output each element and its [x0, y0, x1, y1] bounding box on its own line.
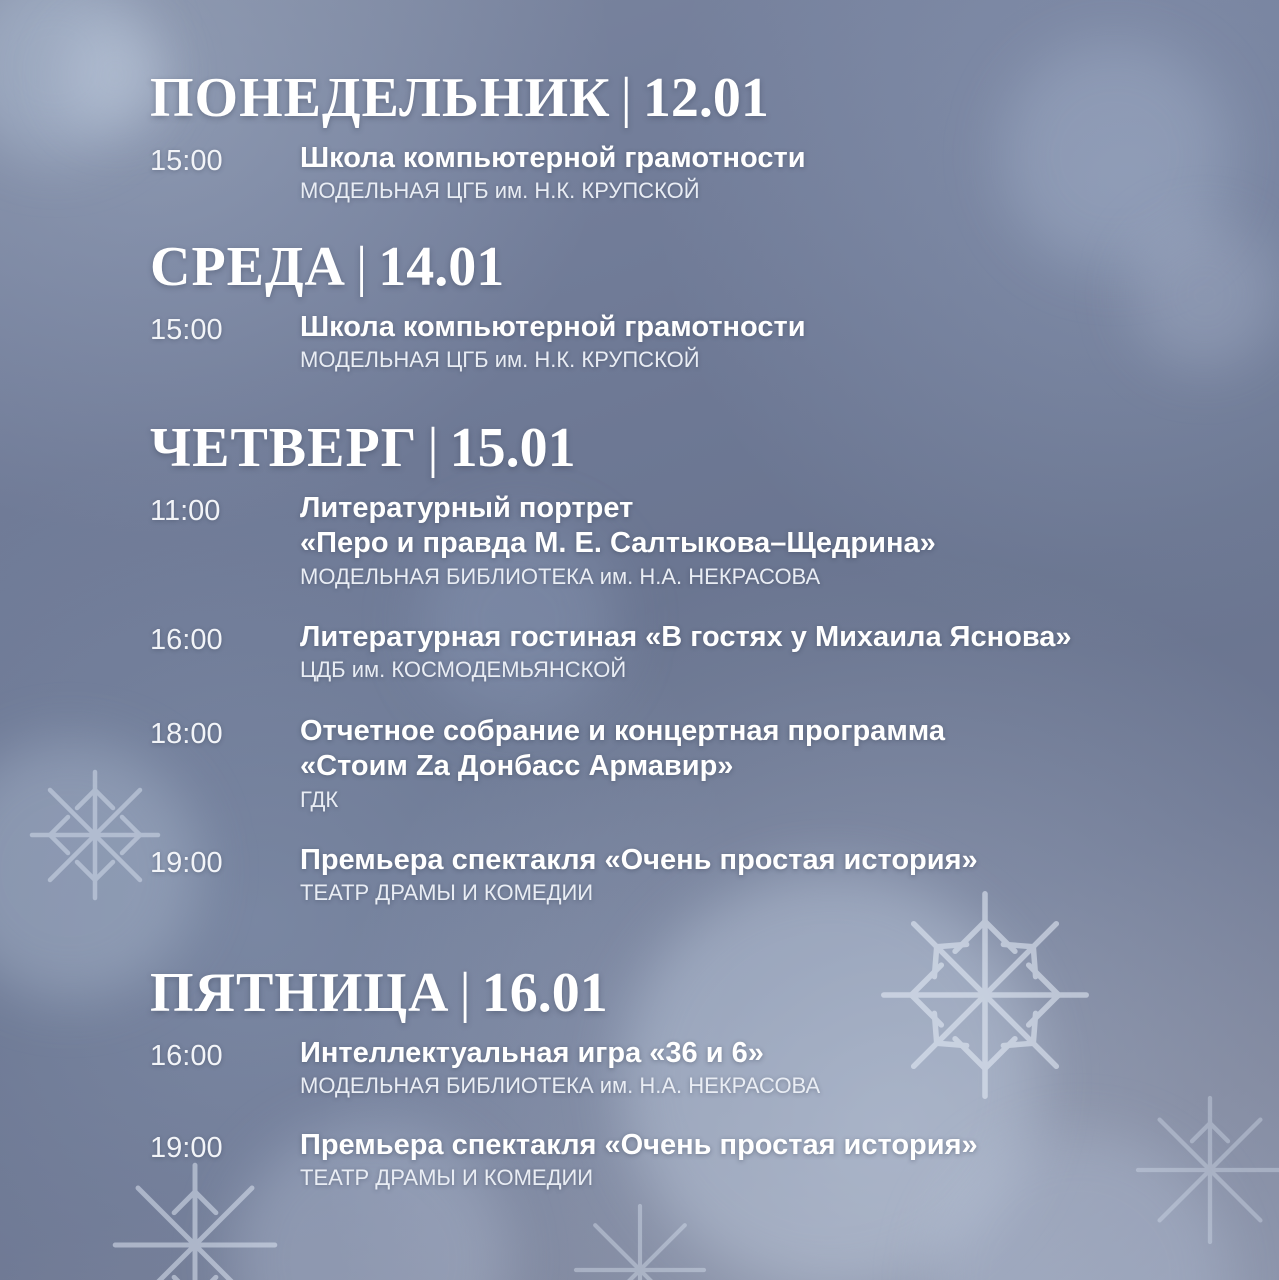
day-date: 16.01 — [481, 961, 608, 1024]
event-info — [300, 714, 1209, 813]
day-separator: | — [355, 235, 369, 298]
day-header — [150, 961, 1209, 1024]
event-title: Школа компьютерной грамотности — [300, 142, 806, 175]
day-date: 14.01 — [378, 235, 505, 298]
event-venue: МОДЕЛЬНАЯ ЦГБ им. Н.К. КРУПСКОЙ — [300, 347, 700, 373]
event-venue: МОДЕЛЬНАЯ БИБЛИОТЕКА им. Н.А. НЕКРАСОВА — [300, 563, 821, 589]
day-header — [150, 235, 1209, 298]
event-venue: МОДЕЛЬНАЯ БИБЛИОТЕКА им. Н.А. НЕКРАСОВА — [300, 1073, 821, 1099]
event-title: Премьера спектакля «Очень простая история» — [300, 1128, 978, 1161]
day-name: СРЕДА — [150, 235, 346, 298]
day-separator: | — [620, 67, 633, 129]
event-time: 18:00 — [150, 717, 223, 750]
day-separator: | — [427, 416, 440, 479]
event-item — [150, 714, 1209, 813]
event-title — [300, 491, 1209, 562]
event-list — [150, 1036, 1209, 1192]
event-time: 11:00 — [150, 494, 221, 527]
event-title-line1: Отчетное собрание и концертная программа — [300, 714, 945, 747]
day-header — [150, 416, 1209, 479]
event-list — [150, 141, 1209, 205]
event-time: 16:00 — [150, 1039, 223, 1072]
event-item — [150, 1036, 1209, 1100]
event-time: 19:00 — [150, 846, 223, 879]
day-section-thursday — [150, 416, 1209, 907]
day-name: ПЯТНИЦА — [150, 961, 450, 1024]
day-date: 12.01 — [642, 67, 769, 129]
event-title-line1: Литературный портрет — [300, 491, 634, 524]
event-item — [150, 141, 1209, 205]
event-title: Литературная гостиная «В гостях у Михаила Яснова» — [300, 621, 1072, 653]
event-info — [300, 843, 1209, 907]
event-item — [150, 620, 1209, 684]
event-list — [150, 491, 1209, 907]
event-info — [300, 620, 1209, 684]
day-section-friday — [150, 961, 1209, 1192]
event-info — [300, 1128, 1209, 1192]
day-date: 15.01 — [449, 416, 576, 479]
event-venue: МОДЕЛЬНАЯ ЦГБ им. Н.К. КРУПСКОЙ — [300, 178, 700, 204]
day-section-wednesday — [150, 235, 1209, 374]
event-title: Премьера спектакля «Очень простая история» — [300, 843, 978, 876]
event-time: 16:00 — [150, 624, 223, 656]
event-info — [300, 1036, 1209, 1100]
event-title: Интеллектуальная игра «36 и 6» — [300, 1036, 764, 1069]
day-name: ПОНЕДЕЛЬНИК — [150, 67, 611, 129]
event-venue: ТЕАТР ДРАМЫ И КОМЕДИИ — [300, 1164, 594, 1190]
day-name: ЧЕТВЕРГ — [150, 416, 418, 479]
event-time: 15:00 — [150, 145, 223, 178]
event-info — [300, 310, 1209, 374]
event-title — [300, 714, 1209, 785]
event-item — [150, 843, 1209, 907]
event-title: Школа компьютерной грамотности — [300, 310, 806, 343]
event-item — [150, 491, 1209, 590]
event-time: 15:00 — [150, 313, 223, 346]
event-venue: ЦДБ им. КОСМОДЕМЬЯНСКОЙ — [300, 657, 627, 683]
event-info — [300, 141, 1209, 205]
event-title-line2: «Стоим Za Донбасс Армавир» — [300, 750, 734, 783]
day-section-monday — [150, 67, 1209, 205]
event-info — [300, 491, 1209, 590]
event-venue: ТЕАТР ДРАМЫ И КОМЕДИИ — [300, 880, 594, 906]
event-item — [150, 1128, 1209, 1192]
event-list — [150, 310, 1209, 374]
event-title-line2: «Перо и правда М. Е. Салтыкова–Щедрина» — [300, 527, 936, 560]
day-separator: | — [459, 961, 472, 1024]
event-venue: ГДК — [300, 786, 339, 812]
event-item — [150, 310, 1209, 374]
day-header — [150, 67, 1209, 129]
event-time: 19:00 — [150, 1131, 223, 1164]
